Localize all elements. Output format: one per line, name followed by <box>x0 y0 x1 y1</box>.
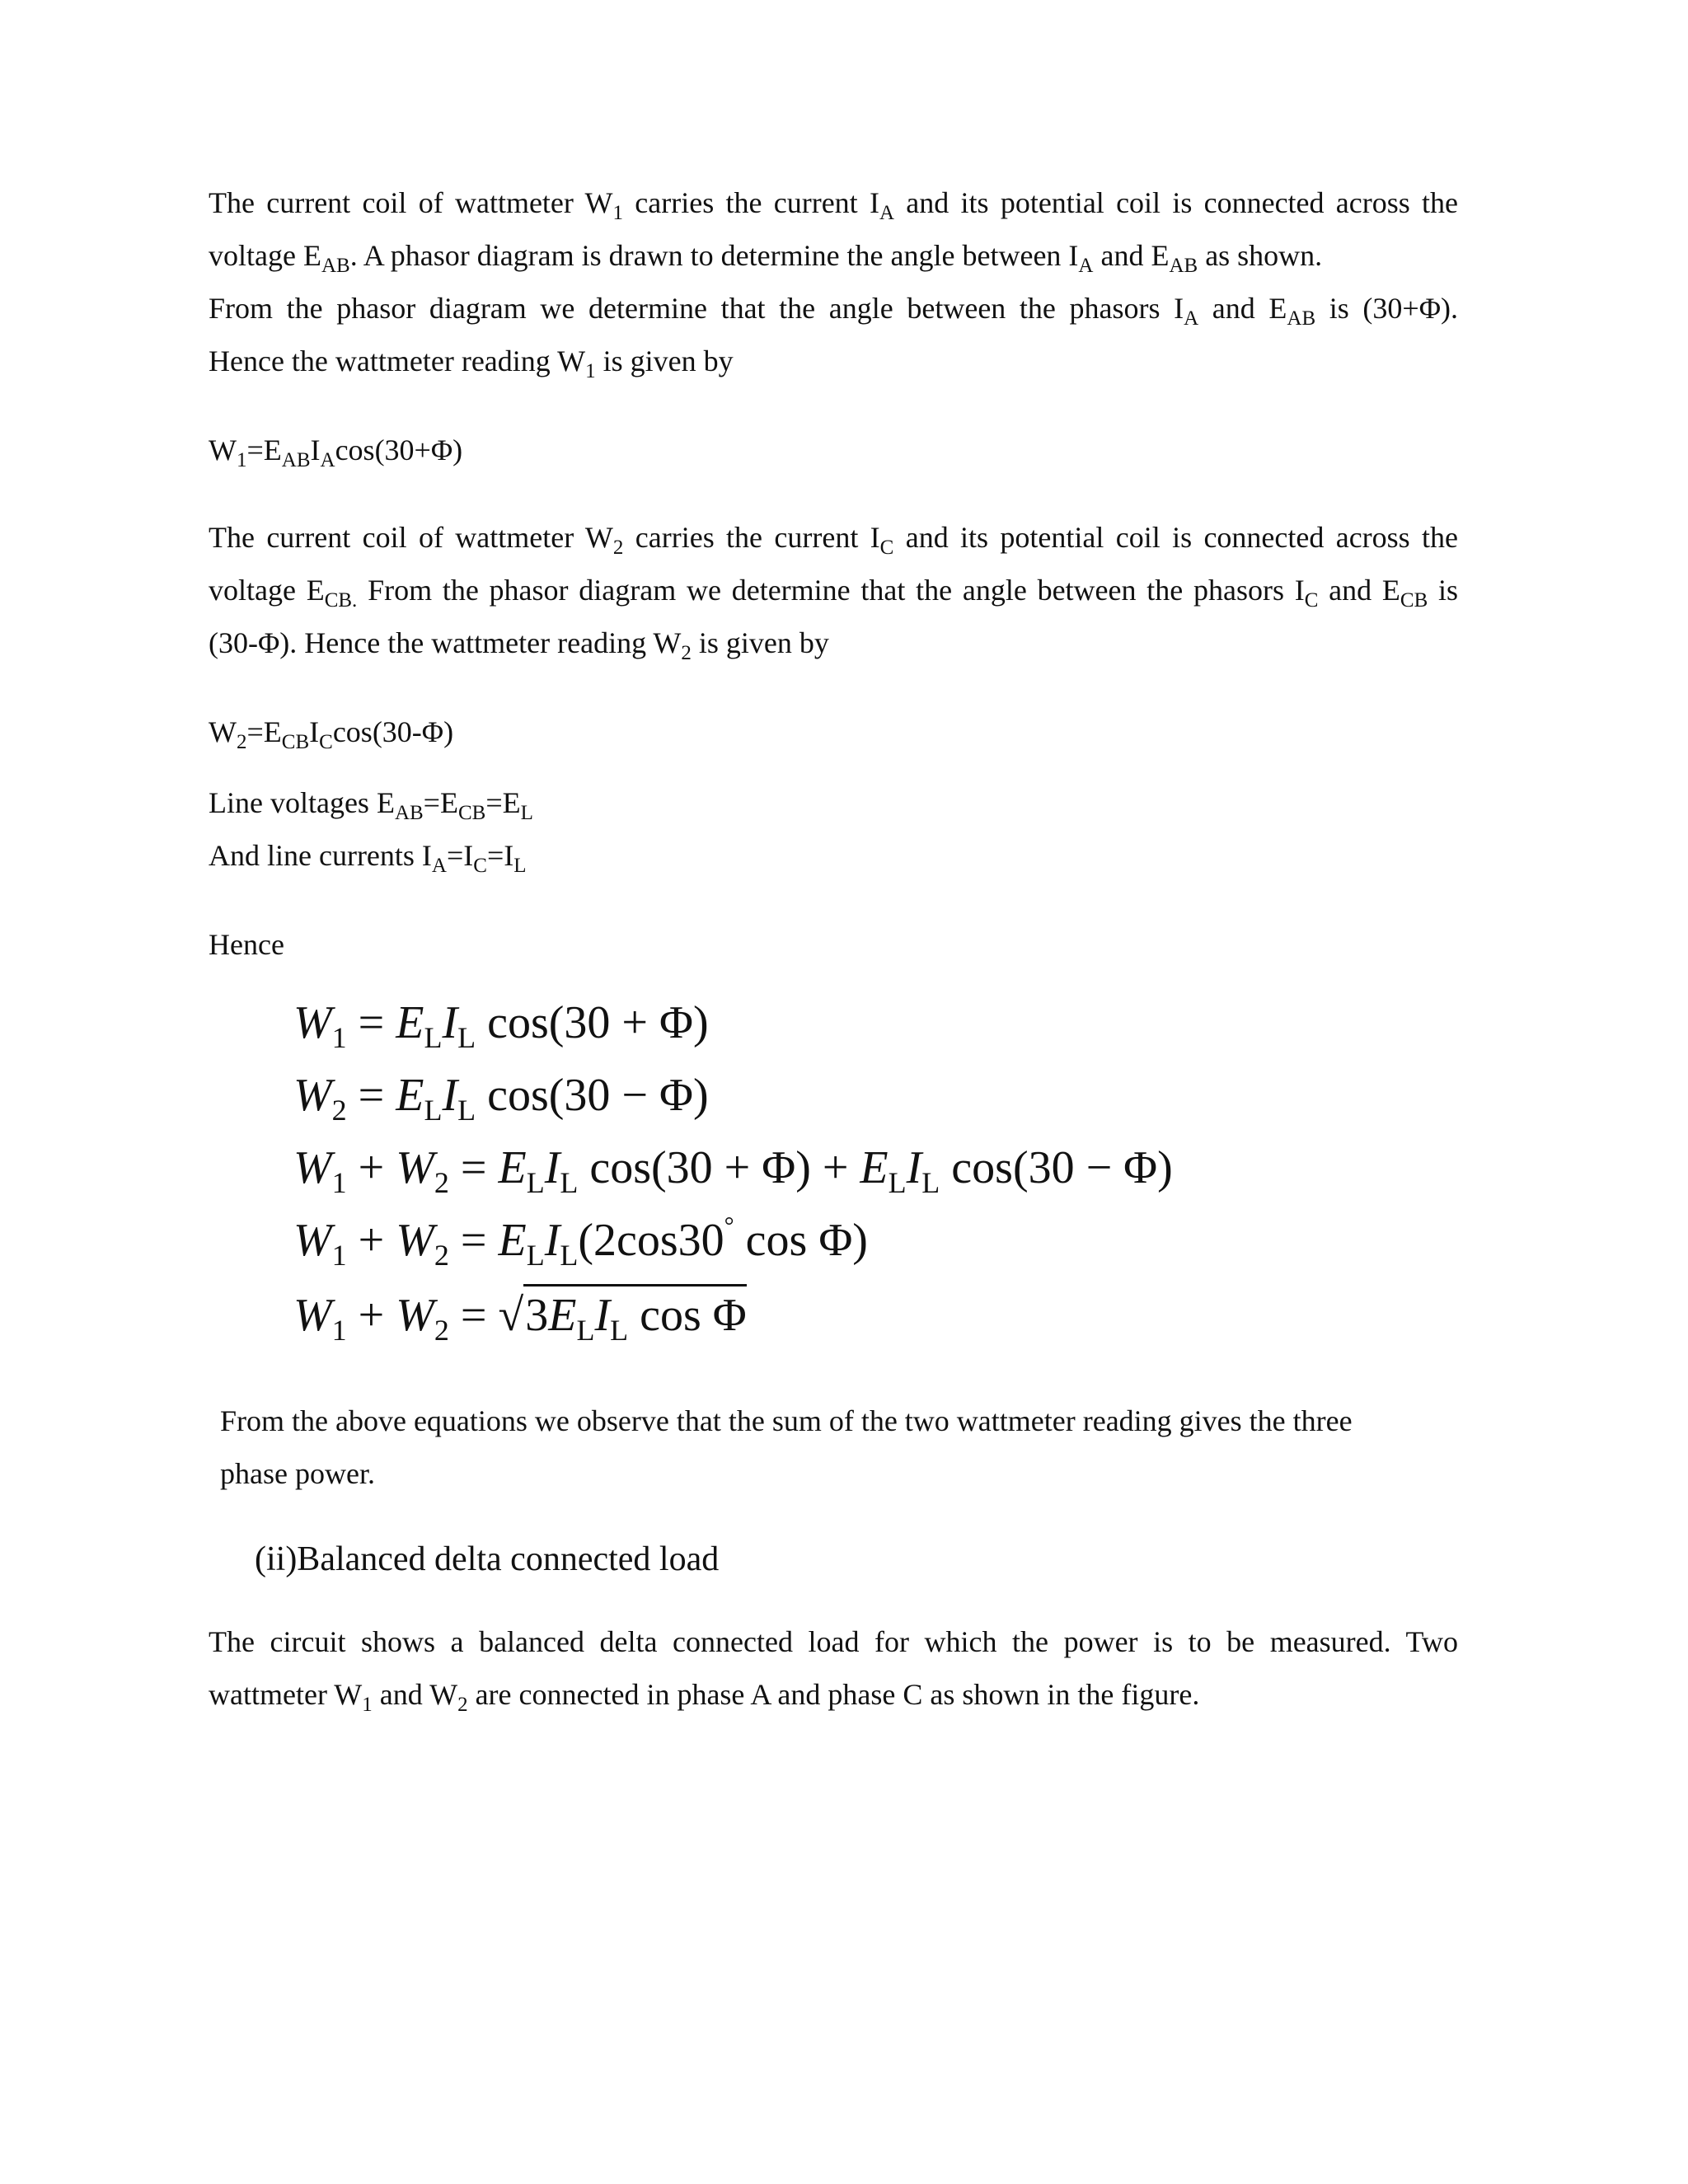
subscript: CB <box>281 731 310 753</box>
text-segment: and E <box>1198 292 1287 325</box>
subscript: L <box>457 1094 476 1127</box>
text-segment: The current coil of wattmeter W <box>209 521 613 554</box>
subscript: 2 <box>331 1094 347 1127</box>
subscript: 1 <box>331 1021 347 1054</box>
square-root-icon: √ <box>498 1290 524 1341</box>
equation-3 <box>293 1139 1173 1197</box>
subscript: 1 <box>331 1166 347 1199</box>
hence-label: Hence <box>209 928 284 961</box>
subscript: L <box>610 1314 629 1347</box>
math-symbol: W <box>293 1215 332 1266</box>
math-operator: = <box>346 1070 396 1121</box>
paragraph-3-line-2 <box>209 1676 1200 1716</box>
math-symbol: I <box>594 1290 611 1341</box>
subscript: AB <box>394 802 424 824</box>
text-segment: and E <box>1318 574 1400 607</box>
math-expression: cos Φ) <box>734 1215 868 1266</box>
math-operator: = <box>448 1142 499 1193</box>
math-symbol: E <box>548 1290 577 1341</box>
math-symbol: E <box>396 1070 424 1121</box>
math-symbol: E <box>498 1142 527 1193</box>
text-segment: =E <box>246 715 282 748</box>
subscript: 2 <box>681 642 692 664</box>
subscript: CB <box>1400 589 1428 612</box>
text-segment: W <box>209 715 237 748</box>
text-segment: I <box>309 715 320 748</box>
math-symbol: I <box>544 1215 560 1266</box>
subscript: A <box>879 202 895 224</box>
math-operator: = <box>448 1290 499 1341</box>
subscript: L <box>888 1166 907 1199</box>
formula-w2 <box>209 714 454 753</box>
paragraph-1-line-4 <box>209 343 734 382</box>
math-operator: + <box>346 1142 396 1193</box>
paragraph-1-line-1 <box>209 185 1459 224</box>
math-symbol: I <box>544 1142 560 1193</box>
text-segment: =E <box>485 786 521 819</box>
text-segment: =I <box>486 839 514 872</box>
subscript: L <box>526 1166 545 1199</box>
text-segment: and its potential coil is connected across the <box>893 521 1459 554</box>
subscript: L <box>526 1239 545 1272</box>
section-heading: (ii)Balanced delta connected load <box>255 1540 720 1578</box>
math-expression: cos(30 + Φ) + <box>578 1142 860 1193</box>
subscript: A <box>320 449 335 471</box>
math-symbol: E <box>860 1142 889 1193</box>
line-currents <box>209 837 527 877</box>
math-operator: = <box>346 997 396 1048</box>
subscript: L <box>424 1021 443 1054</box>
text-segment: cos(30+Φ) <box>335 434 463 466</box>
math-expression: cos(30 + Φ) <box>476 997 709 1048</box>
math-symbol: W <box>396 1142 434 1193</box>
text-segment: voltage E <box>209 239 321 272</box>
subscript: 2 <box>457 1694 468 1716</box>
math-expression: (2cos30 <box>578 1215 724 1266</box>
subscript: AB <box>281 449 311 471</box>
text-segment: voltage E <box>209 574 325 607</box>
subscript: L <box>560 1166 579 1199</box>
equation-5 <box>293 1284 747 1347</box>
text-segment: =E <box>246 434 282 466</box>
math-symbol: I <box>442 1070 458 1121</box>
subscript: L <box>457 1021 476 1054</box>
subscript: L <box>576 1314 595 1347</box>
subscript: CB. <box>324 589 358 612</box>
text-segment: =I <box>446 839 474 872</box>
text-segment: is <box>1428 574 1459 607</box>
subscript: L <box>513 855 527 877</box>
subscript: 1 <box>362 1694 373 1716</box>
text-segment: From the phasor diagram we determine that the angle between the phasors I <box>209 292 1184 325</box>
text-segment: are connected in phase A and phase C as shown in the figure. <box>467 1678 1200 1711</box>
subscript: 1 <box>331 1239 347 1272</box>
paragraph-1-line-3 <box>209 290 1458 330</box>
subscript: L <box>520 802 533 824</box>
math-number: 3 <box>525 1290 549 1341</box>
math-symbol: W <box>293 1290 332 1341</box>
math-symbol: W <box>293 1070 332 1121</box>
observation-line-1: From the above equations we observe that the sum of the two wattmeter reading gives the three <box>220 1404 1353 1437</box>
observation-line-2: phase power. <box>220 1457 375 1490</box>
text-segment: From the phasor diagram we determine that the angle between the phasors I <box>357 574 1305 607</box>
subscript: CB <box>457 802 486 824</box>
formula-w1 <box>209 432 463 471</box>
math-expression: cos(30 − Φ) <box>940 1142 1173 1193</box>
subscript: 1 <box>331 1314 347 1347</box>
paragraph-2-line-2 <box>209 572 1459 612</box>
equation-2 <box>293 1066 709 1127</box>
subscript: 1 <box>585 360 596 382</box>
text-segment: Line voltages E <box>209 786 395 819</box>
math-symbol: W <box>293 1142 332 1193</box>
subscript: 2 <box>434 1239 449 1272</box>
text-segment: wattmeter W <box>209 1678 363 1711</box>
text-segment: is given by <box>691 626 829 659</box>
text-segment: cos(30-Φ) <box>332 715 454 748</box>
text-segment: =E <box>423 786 458 819</box>
math-operator: + <box>346 1290 396 1341</box>
subscript: L <box>424 1094 443 1127</box>
subscript: 2 <box>434 1166 449 1199</box>
subscript: 1 <box>612 202 624 224</box>
text-segment: I <box>310 434 321 466</box>
text-segment: and E <box>1093 239 1170 272</box>
text-segment: And line currents I <box>209 839 432 872</box>
subscript: C <box>1304 589 1319 612</box>
math-symbol: W <box>396 1290 434 1341</box>
text-segment: as shown. <box>1198 239 1323 272</box>
equation-1 <box>293 994 709 1052</box>
subscript: AB <box>1287 307 1316 330</box>
subscript: A <box>1078 255 1094 277</box>
subscript: A <box>1184 307 1199 330</box>
paragraph-1-line-2 <box>209 237 1323 277</box>
subscript: C <box>879 537 894 559</box>
text-segment: and its potential coil is connected across the <box>894 186 1459 219</box>
text-segment: . A phasor diagram is drawn to determine the angle between I <box>349 239 1079 272</box>
text-segment: carries the current I <box>623 186 879 219</box>
text-segment: is (30+Φ). <box>1315 292 1458 325</box>
subscript: A <box>431 855 447 877</box>
paragraph-2-line-3 <box>209 625 829 664</box>
math-operator: + <box>346 1215 396 1266</box>
subscript: 2 <box>612 537 624 559</box>
math-expression: cos(30 − Φ) <box>476 1070 709 1121</box>
subscript: L <box>921 1166 940 1199</box>
math-symbol: W <box>293 997 332 1048</box>
line-voltages <box>209 785 533 824</box>
subscript: C <box>319 731 333 753</box>
equation-4 <box>293 1212 868 1272</box>
subscript: C <box>473 855 487 877</box>
math-symbol: E <box>498 1215 527 1266</box>
math-symbol: I <box>442 997 458 1048</box>
text-segment: and W <box>372 1678 458 1711</box>
math-symbol: I <box>906 1142 922 1193</box>
math-operator: = <box>448 1215 499 1266</box>
text-segment: is given by <box>595 344 734 377</box>
radicand <box>523 1284 747 1347</box>
text-segment: Hence the wattmeter reading W <box>209 344 586 377</box>
subscript: 2 <box>236 731 247 753</box>
degree-symbol: ° <box>724 1212 734 1240</box>
subscript: 2 <box>434 1314 449 1347</box>
math-symbol: W <box>396 1215 434 1266</box>
text-segment: W <box>209 434 237 466</box>
subscript: 1 <box>236 449 247 471</box>
math-expression: cos Φ <box>628 1290 747 1341</box>
text-segment: The current coil of wattmeter W <box>209 186 613 219</box>
subscript: L <box>560 1239 579 1272</box>
text-segment: carries the current I <box>623 521 880 554</box>
math-symbol: E <box>396 997 424 1048</box>
paragraph-2-line-1 <box>209 519 1459 559</box>
subscript: AB <box>321 255 350 277</box>
text-segment: (30-Φ). Hence the wattmeter reading W <box>209 626 682 659</box>
paragraph-3-line-1: The circuit shows a balanced delta connected load for which the power is to be measured. Two <box>209 1625 1458 1658</box>
subscript: AB <box>1169 255 1198 277</box>
